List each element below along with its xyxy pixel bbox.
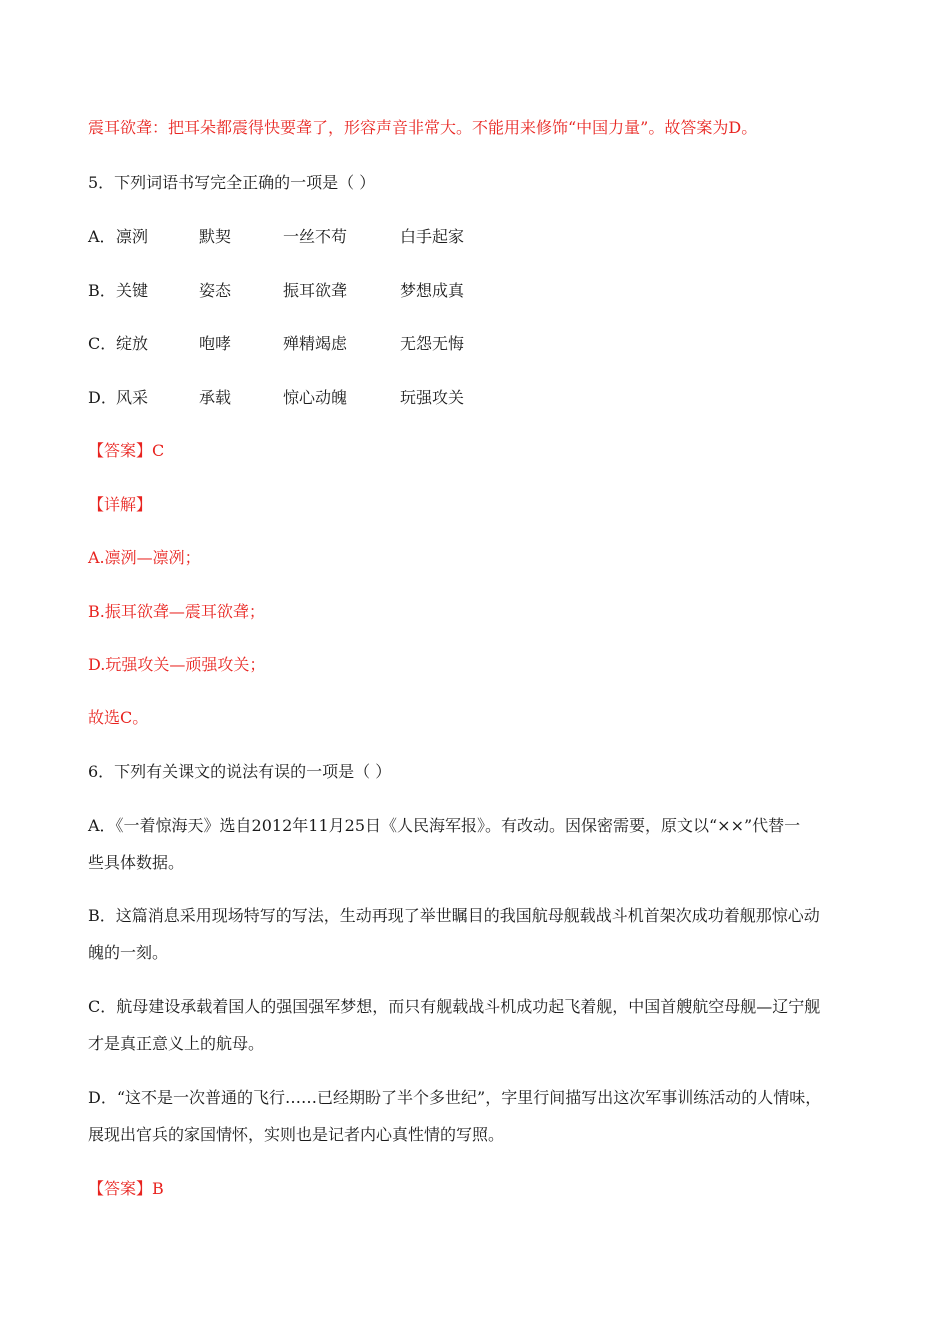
- option-word: 风采: [116, 388, 149, 407]
- option-word: 振耳欲聋: [283, 281, 348, 300]
- question-5-detail-b: B.振耳欲聋—震耳欲聋；: [88, 602, 265, 621]
- option-word: 玩强攻关: [400, 388, 465, 407]
- option-word: 承载: [199, 388, 232, 407]
- option-word: 默契: [199, 227, 232, 246]
- option-word: 绽放: [116, 334, 149, 353]
- question-5-conclusion: 故选C。: [88, 708, 149, 727]
- question-5-detail-label: 【详解】: [88, 495, 153, 514]
- option-label: A．: [88, 227, 116, 246]
- question-6-option-b-line2: 魄的一刻。: [88, 943, 169, 962]
- option-word: 关键: [116, 281, 149, 300]
- question-6-answer: [88, 1178, 164, 1200]
- option-word: 梦想成真: [400, 281, 465, 300]
- option-word: 咆哮: [199, 334, 232, 353]
- question-6-option-c-line2: 才是真正意义上的航母。: [88, 1034, 265, 1053]
- option-label: D．: [88, 388, 117, 407]
- option-word: 殚精竭虑: [283, 334, 348, 353]
- question-5-answer: [88, 440, 164, 462]
- question-5-stem: 5．下列词语书写完全正确的一项是（ ）: [88, 173, 376, 192]
- question-6-option-c-line1: C．航母建设承载着国人的强国强军梦想，而只有舰载战斗机成功起飞着舰，中国首艘航空母舰—辽宁舰: [88, 997, 821, 1016]
- option-word: 姿态: [199, 281, 232, 300]
- question-6-stem: 6．下列有关课文的说法有误的一项是（ ）: [88, 762, 392, 781]
- answer-value: B: [152, 1179, 164, 1198]
- question-6-option-a-line2: 些具体数据。: [88, 853, 185, 872]
- option-word: 惊心动魄: [283, 388, 348, 407]
- question-5-detail-a: A.凛洌—凛冽；: [88, 548, 201, 567]
- answer-label: 【答案】: [88, 441, 153, 460]
- previous-explanation: 震耳欲聋：把耳朵都震得快要聋了，形容声音非常大。不能用来修饰“中国力量”。故答案为D。: [88, 118, 758, 137]
- question-6-option-d-line1: D．“这不是一次普通的飞行……已经期盼了半个多世纪”，字里行间描写出这次军事训练活动的人情味，: [88, 1088, 822, 1107]
- option-word: 一丝不苟: [283, 227, 348, 246]
- option-word: 白手起家: [400, 227, 465, 246]
- answer-label: 【答案】: [88, 1179, 153, 1198]
- question-5-detail-d: D.玩强攻关—顽强攻关；: [88, 655, 266, 674]
- option-label: B．: [88, 281, 116, 300]
- question-6-option-b-line1: B．这篇消息采用现场特写的写法，生动再现了举世瞩目的我国航母舰载战斗机首架次成功着舰那惊心动: [88, 906, 820, 925]
- question-6-option-a-line1: A．《一着惊海天》选自2012年11月25日《人民海军报》。有改动。因保密需要，原文以“××”代替一: [88, 816, 801, 835]
- option-label: C．: [88, 334, 117, 353]
- answer-value: C: [152, 441, 165, 460]
- option-word: 无怨无悔: [400, 334, 465, 353]
- option-word: 凛洌: [116, 227, 149, 246]
- question-6-option-d-line2: 展现出官兵的家国情怀，实则也是记者内心真性情的写照。: [88, 1125, 505, 1144]
